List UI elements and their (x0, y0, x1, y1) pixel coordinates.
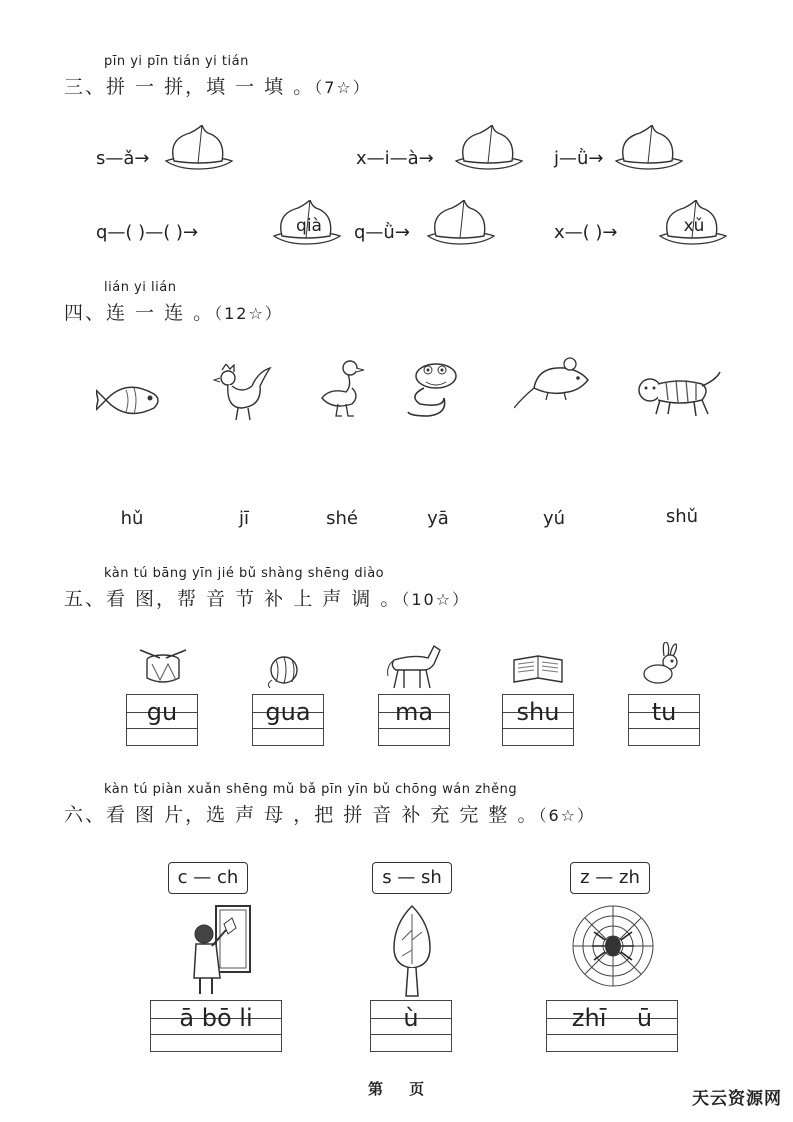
pinyin-boli: ā bō li (179, 1004, 253, 1032)
syllable-box-shu[interactable] (502, 694, 574, 746)
syllable-box-tu[interactable] (628, 694, 700, 746)
rabbit-icon (640, 642, 686, 688)
section5-pinyin: kàn tú bāng yīn jié bǔ shàng shēng diào (104, 566, 385, 581)
peach-box-3[interactable] (610, 125, 690, 173)
pinyin-zhizhu: zhī ū (571, 1004, 653, 1032)
pinyin-u: ù (403, 1004, 419, 1032)
pinyin-box-boli[interactable] (150, 1000, 282, 1052)
syllable-ma: ma (394, 698, 434, 726)
section5-score: （10☆） (401, 590, 471, 609)
pinyin-box-shu[interactable] (370, 1000, 452, 1052)
duck-icon[interactable] (316, 358, 368, 420)
peach-box-5[interactable] (422, 200, 502, 248)
s3-item5-text: q—ǜ→ (354, 222, 410, 243)
choice-s-sh[interactable]: s — sh (372, 862, 452, 894)
choice-c-ch[interactable]: c — ch (168, 862, 248, 894)
syllable-box-gu[interactable] (126, 694, 198, 746)
s3-item4-answer: qià (296, 216, 322, 236)
child-wiping-window-icon (186, 904, 256, 998)
tree-icon (388, 904, 436, 998)
section4-score: （12☆） (214, 304, 283, 323)
watermark: 天云资源网 (692, 1089, 782, 1109)
syllable-gua: gua (265, 698, 311, 726)
choice-z-zh[interactable]: z — zh (570, 862, 650, 894)
section5-title (64, 584, 470, 611)
s3-item6-answer: xǔ (683, 216, 705, 236)
s3-item6-text: x—( )→ (554, 222, 618, 243)
s3-item1-text: s—ǎ→ (96, 148, 150, 169)
section4-pinyin: lián yi lián (104, 280, 177, 295)
syllable-tu: tu (651, 698, 677, 726)
section6-title-text: 六、看 图 片，选 声 母 ，把 拼 音 补 充 完 整 。 (64, 804, 539, 826)
section6-pinyin: kàn tú piàn xuǎn shēng mǔ bǎ pīn yīn bǔ chōng wán zhěng (104, 782, 518, 797)
page-number: 第 页 (368, 1080, 425, 1098)
syllable-gu: gu (146, 698, 178, 726)
mouse-icon[interactable] (514, 354, 594, 410)
label-shu[interactable]: shǔ (665, 506, 699, 527)
snake-icon[interactable] (404, 358, 464, 420)
drum-icon (138, 648, 188, 688)
section3-pinyin: pīn yi pīn tián yi tián (104, 54, 249, 69)
label-yu[interactable]: yú (542, 508, 566, 529)
tiger-icon[interactable] (636, 370, 722, 422)
fish-icon[interactable] (96, 376, 168, 424)
label-ya[interactable]: yā (427, 508, 449, 529)
syllable-box-gua[interactable] (252, 694, 324, 746)
section3-title (64, 72, 371, 99)
spider-icon (568, 904, 658, 988)
syllable-shu: shu (516, 698, 560, 726)
section4-title (64, 298, 283, 325)
label-she[interactable]: shé (326, 508, 358, 529)
s3-item2-text: x—i—à→ (356, 148, 434, 169)
peach-box-1[interactable] (160, 125, 240, 173)
book-icon (510, 648, 566, 688)
syllable-box-ma[interactable] (378, 694, 450, 746)
peach-box-2[interactable] (450, 125, 530, 173)
section4-title-text: 四、连 一 连 。 (64, 302, 215, 324)
label-hu[interactable]: hǔ (120, 508, 144, 529)
section3-title-text: 三、拼 一 拼，填 一 填 。 (64, 76, 315, 98)
rooster-icon[interactable] (208, 364, 272, 422)
section5-title-text: 五、看 图，帮 音 节 补 上 声 调 。 (64, 588, 402, 610)
section6-title (64, 800, 595, 827)
horse-icon (384, 640, 444, 692)
section3-score: （7☆） (314, 78, 371, 97)
label-ji[interactable]: jī (238, 508, 249, 529)
s3-item4-text: q—( )—( )→ (96, 222, 199, 243)
pinyin-box-zhizhu[interactable] (546, 1000, 678, 1052)
s3-item3-text: j—ǜ→ (554, 148, 604, 169)
watermelon-icon (264, 654, 304, 688)
section6-score: （6☆） (538, 806, 596, 825)
